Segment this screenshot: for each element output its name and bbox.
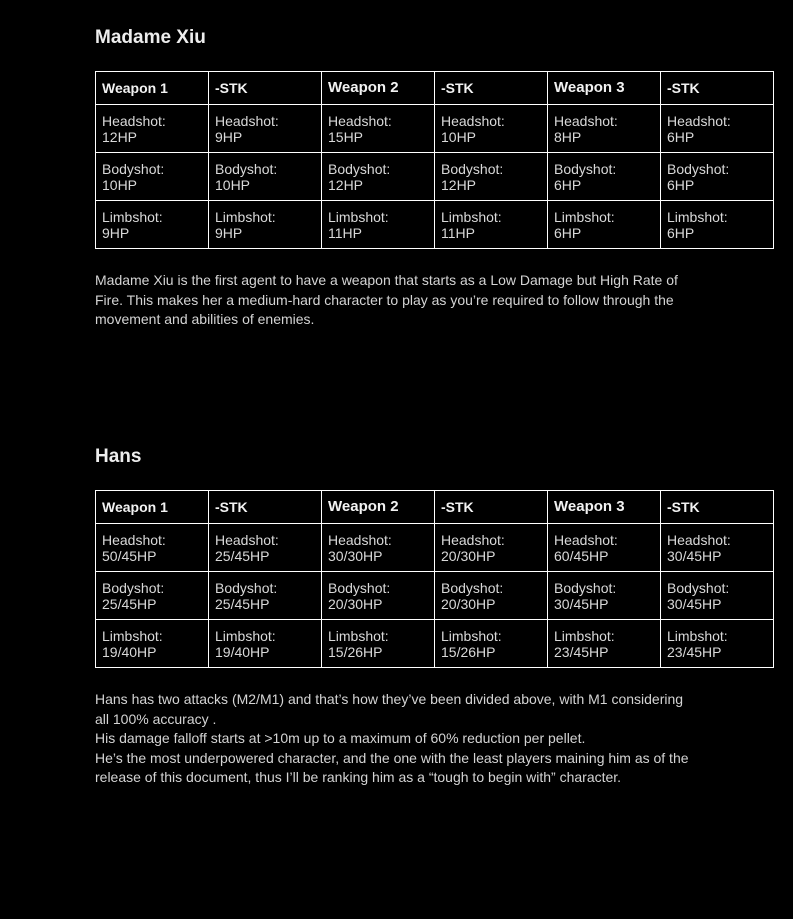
cell-label: Headshot: [441,112,505,129]
header-cell: Weapon 2 [322,72,435,105]
header-cell: Weapon 3 [548,491,661,524]
description-paragraph: Madame Xiu is the first agent to have a weapon that starts as a Low Damage but High Rate of Fire. This makes her a medium-hard character to play as you’re required to follow through the movement and abilities of enemies. [95,272,678,327]
table-cell [96,201,209,249]
header-cell: -STK [209,72,322,105]
table-row [96,620,774,668]
table-cell [322,105,435,153]
table-cell [322,524,435,572]
cell-value: 12HP [441,176,477,193]
cell-label: Bodyshot: [667,579,730,596]
table-cell [435,524,548,572]
table-cell [209,201,322,249]
cell-value: 19/40HP [215,643,270,660]
table-cell [661,201,774,249]
table-cell [96,524,209,572]
table-cell [548,620,661,668]
description-paragraph: He’s the most underpowered character, and the one with the least players maining him as of the release of this document, thus I’ll be ranking him as a “tough to begin with” character. [95,749,689,785]
header-cell: -STK [661,72,774,105]
cell-label: Headshot: [554,531,618,548]
damage-table [95,71,774,249]
cell-label: Limbshot: [667,627,728,644]
header-cell: -STK [435,491,548,524]
table-cell [661,572,774,620]
table-row [96,572,774,620]
cell-value: 12HP [328,176,364,193]
cell-label: Limbshot: [102,627,163,644]
cell-value: 30/45HP [667,595,722,612]
description-paragraph: Hans has two attacks (M2/M1) and that’s how they’ve been divided above, with M1 considering all 100% accuracy . [95,691,684,727]
table-cell [435,620,548,668]
cell-value: 10HP [215,176,251,193]
table-cell [96,105,209,153]
cell-label: Limbshot: [554,208,615,225]
cell-label: Bodyshot: [441,160,504,177]
cell-value: 6HP [554,224,582,241]
table-row [96,524,774,572]
cell-value: 6HP [554,176,582,193]
cell-value: 25/45HP [102,595,157,612]
table-cell [661,620,774,668]
table-row [96,105,774,153]
cell-value: 15/26HP [328,643,383,660]
cell-label: Limbshot: [554,627,615,644]
cell-label: Bodyshot: [554,160,617,177]
cell-label: Bodyshot: [554,579,617,596]
cell-value: 23/45HP [667,643,722,660]
table-cell [661,105,774,153]
cell-label: Bodyshot: [328,579,391,596]
header-cell: Weapon 3 [548,72,661,105]
table-cell [548,153,661,201]
cell-value: 6HP [667,176,695,193]
cell-value: 10HP [102,176,138,193]
cell-value: 20/30HP [441,547,496,564]
cell-value: 6HP [667,128,695,145]
cell-value: 9HP [102,224,130,241]
table-cell [661,153,774,201]
cell-label: Headshot: [667,112,731,129]
cell-label: Headshot: [667,531,731,548]
cell-value: 11HP [441,224,475,241]
table-cell [661,524,774,572]
cell-label: Limbshot: [328,627,389,644]
header-cell: -STK [435,72,548,105]
section-hans [95,446,731,788]
cell-value: 9HP [215,128,243,145]
cell-value: 60/45HP [554,547,609,564]
table-row [96,153,774,201]
cell-value: 15/26HP [441,643,496,660]
cell-value: 10HP [441,128,477,145]
cell-label: Headshot: [215,531,279,548]
header-cell: -STK [661,491,774,524]
cell-value: 50/45HP [102,547,157,564]
cell-value: 9HP [215,224,243,241]
section-madame-xiu [95,27,731,330]
table-cell [322,201,435,249]
table-cell [209,524,322,572]
table-cell [322,572,435,620]
table-cell [209,620,322,668]
header-cell: Weapon 1 [96,491,209,524]
table-cell [435,572,548,620]
table-cell [209,105,322,153]
table-cell [96,572,209,620]
table-cell [435,201,548,249]
cell-label: Bodyshot: [441,579,504,596]
header-cell: Weapon 1 [96,72,209,105]
table-cell [548,201,661,249]
cell-label: Limbshot: [441,208,502,225]
section-title: Hans [95,446,142,467]
cell-label: Headshot: [215,112,279,129]
cell-label: Headshot: [102,112,166,129]
cell-value: 12HP [102,128,138,145]
cell-label: Limbshot: [215,627,276,644]
table-cell [435,105,548,153]
cell-value: 25/45HP [215,547,270,564]
cell-label: Bodyshot: [215,579,278,596]
header-cell: Weapon 2 [322,491,435,524]
description [95,271,696,330]
cell-label: Headshot: [554,112,618,129]
cell-label: Headshot: [441,531,505,548]
description [95,690,696,788]
table-cell [548,572,661,620]
cell-label: Bodyshot: [102,579,165,596]
cell-value: 15HP [328,128,364,145]
cell-label: Limbshot: [215,208,276,225]
cell-label: Headshot: [328,112,392,129]
cell-value: 20/30HP [441,595,496,612]
cell-label: Bodyshot: [215,160,278,177]
table-row [96,201,774,249]
table-cell [96,620,209,668]
table-cell [209,572,322,620]
cell-value: 30/45HP [554,595,609,612]
cell-label: Headshot: [328,531,392,548]
cell-label: Headshot: [102,531,166,548]
cell-value: 19/40HP [102,643,157,660]
table-cell [209,153,322,201]
table-header-row [96,491,774,524]
description-paragraph: His damage falloff starts at >10m up to a maximum of 60% reduction per pellet. [95,730,586,746]
damage-table [95,490,774,668]
cell-label: Bodyshot: [328,160,391,177]
cell-label: Bodyshot: [667,160,730,177]
cell-value: 30/45HP [667,547,722,564]
header-cell: -STK [209,491,322,524]
cell-label: Limbshot: [667,208,728,225]
table-cell [322,153,435,201]
cell-label: Bodyshot: [102,160,165,177]
cell-value: 20/30HP [328,595,383,612]
table-header-row [96,72,774,105]
section-title: Madame Xiu [95,27,206,48]
cell-label: Limbshot: [441,627,502,644]
table-cell [548,105,661,153]
cell-value: 11HP [328,224,362,241]
table-cell [435,153,548,201]
cell-value: 30/30HP [328,547,383,564]
cell-label: Limbshot: [102,208,163,225]
table-cell [96,153,209,201]
cell-value: 25/45HP [215,595,270,612]
cell-label: Limbshot: [328,208,389,225]
cell-value: 23/45HP [554,643,609,660]
cell-value: 8HP [554,128,582,145]
table-cell [322,620,435,668]
table-cell [548,524,661,572]
cell-value: 6HP [667,224,695,241]
